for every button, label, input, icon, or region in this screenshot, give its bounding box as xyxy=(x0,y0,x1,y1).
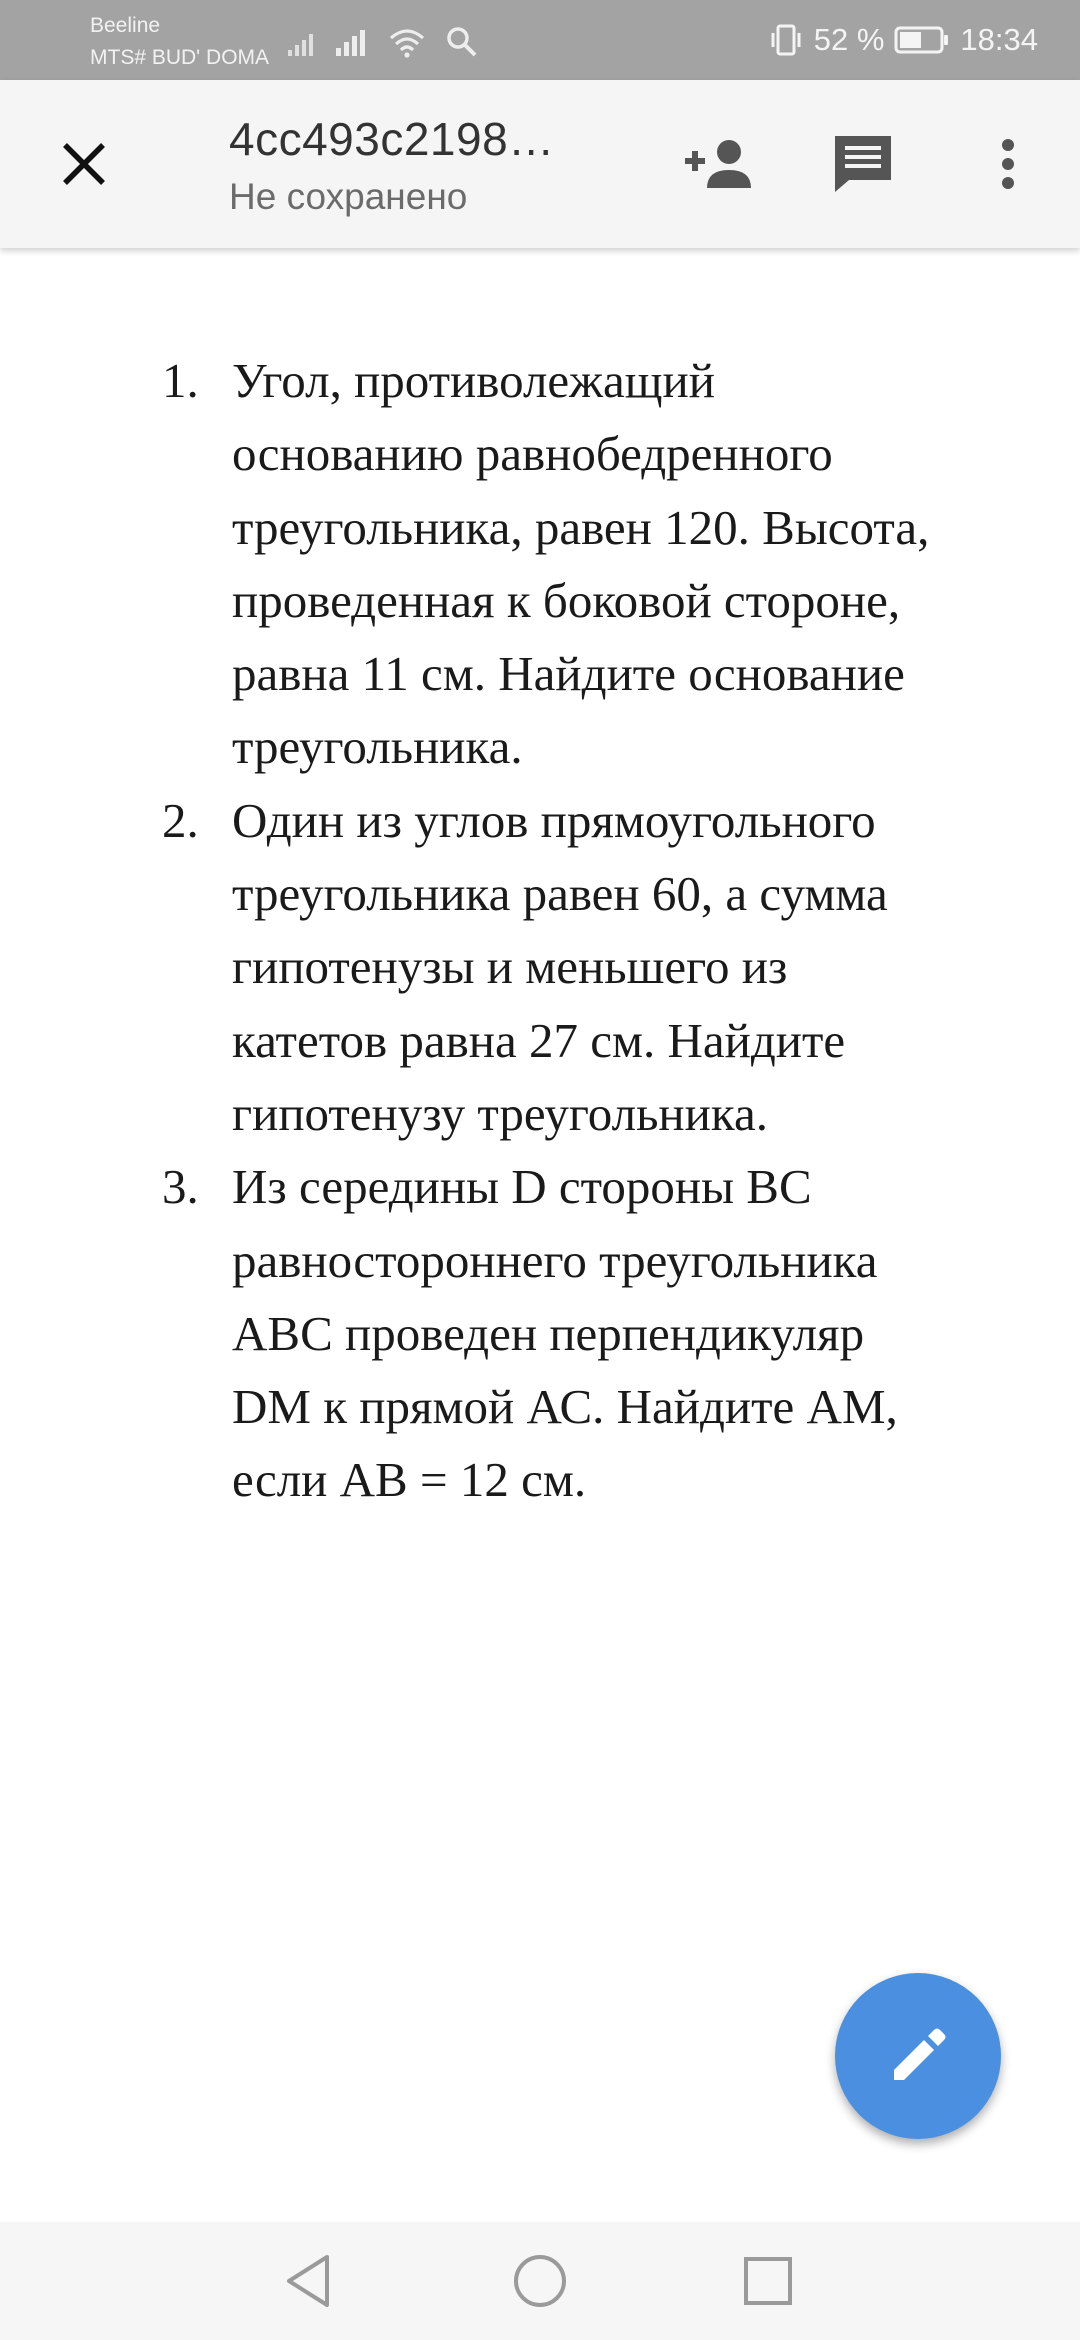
document-body[interactable] xyxy=(0,248,1080,2218)
task-line: Угол, противолежащий xyxy=(232,353,715,408)
recents-icon xyxy=(742,2255,794,2307)
task-line: треугольника. xyxy=(232,719,523,775)
status-right xyxy=(768,18,1038,62)
task-line: DM к прямой АС. Найдите АМ, xyxy=(232,1379,898,1435)
task-line: равна 11 см. Найдите основание xyxy=(232,646,905,702)
task-number: 1. xyxy=(162,353,199,408)
status-bar xyxy=(0,0,1080,80)
task-line: проведенная к боковой стороне, xyxy=(232,572,901,628)
edit-icon xyxy=(886,2024,950,2088)
carrier-info xyxy=(90,10,269,74)
back-icon xyxy=(283,2253,333,2309)
task-line: треугольника, равен 120. Высота, xyxy=(232,499,930,555)
save-status: Не сохранено xyxy=(229,176,468,217)
system-nav-bar xyxy=(0,2222,1080,2340)
home-icon xyxy=(512,2253,568,2309)
task-item xyxy=(150,1150,1010,1516)
task-number: 2. xyxy=(162,792,199,848)
app-bar xyxy=(0,80,1080,248)
network-icons xyxy=(288,22,478,58)
home-button[interactable] xyxy=(500,2244,580,2318)
back-button[interactable] xyxy=(268,2244,348,2318)
task-line: гипотенузы и меньшего из xyxy=(232,939,788,995)
carrier-secondary: MTS# BUD' DOMA xyxy=(90,46,270,69)
battery-icon xyxy=(894,25,950,55)
signal-icon xyxy=(288,28,318,58)
edit-fab[interactable] xyxy=(835,1973,1001,2139)
share-button[interactable] xyxy=(676,124,766,204)
recents-button[interactable] xyxy=(728,2244,808,2318)
task-number: 3. xyxy=(162,1159,199,1215)
task-line: равностороннего треугольника xyxy=(232,1232,878,1288)
close-icon xyxy=(61,141,107,187)
task-line: основанию равнобедренного xyxy=(232,426,833,482)
search-icon xyxy=(444,24,478,58)
vibrate-icon xyxy=(768,23,804,57)
add-person-icon xyxy=(685,138,757,190)
task-line: АВС проведен перпендикуляр xyxy=(232,1305,865,1361)
battery-percent: 52 % xyxy=(813,22,885,57)
task-item xyxy=(150,784,1010,1150)
task-line: Один из углов прямоугольного xyxy=(232,792,876,848)
more-vert-icon xyxy=(1000,138,1016,190)
task-line: если АВ = 12 см. xyxy=(232,1452,587,1508)
comment-icon xyxy=(831,132,895,196)
task-item xyxy=(150,344,1010,784)
more-options-button[interactable] xyxy=(968,124,1048,204)
carrier-primary: Beeline xyxy=(90,14,161,37)
wifi-icon xyxy=(388,26,426,58)
task-list xyxy=(150,344,1010,1517)
signal-icon xyxy=(336,28,370,58)
task-line: гипотенузу треугольника. xyxy=(232,1085,768,1141)
task-line: Из середины D стороны ВС xyxy=(232,1159,812,1215)
clock: 18:34 xyxy=(960,22,1038,57)
document-title[interactable]: 4cc493c2198… xyxy=(229,113,555,165)
comments-button[interactable] xyxy=(818,124,908,204)
task-line: треугольника равен 60, а сумма xyxy=(232,866,888,922)
close-button[interactable] xyxy=(44,124,124,204)
task-line: катетов равна 27 см. Найдите xyxy=(232,1012,846,1068)
